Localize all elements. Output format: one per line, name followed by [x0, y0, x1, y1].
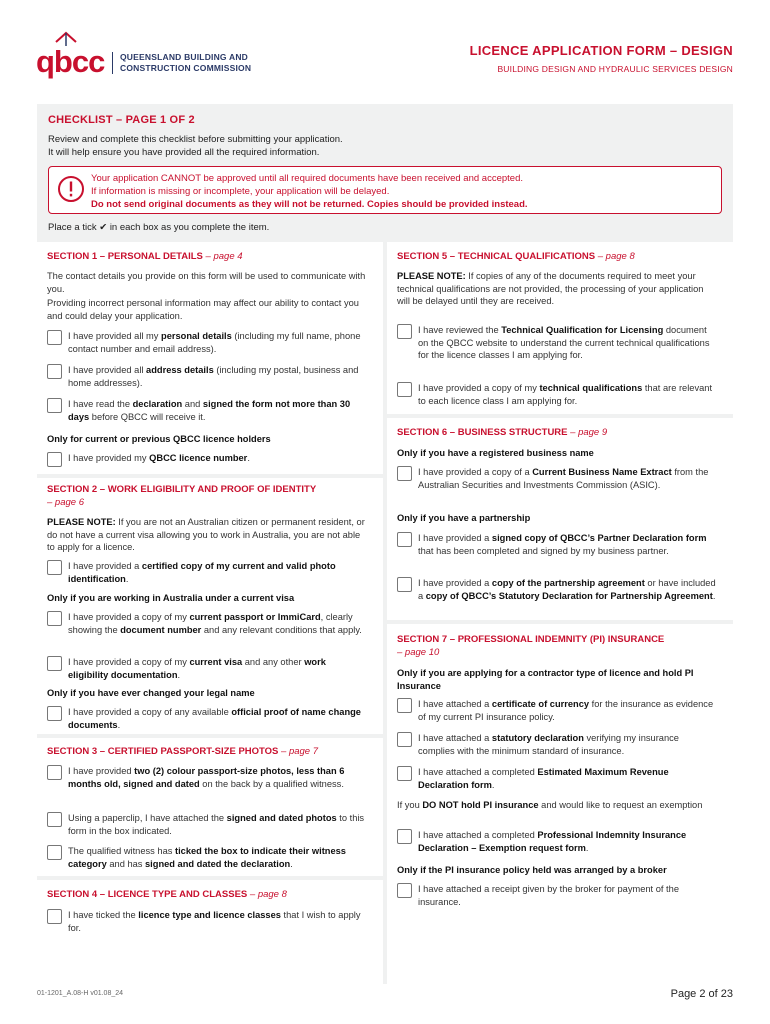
section-2-subheading-name: Only if you have ever changed your legal name [47, 688, 255, 698]
checkbox[interactable] [397, 698, 412, 713]
checkbox[interactable] [47, 845, 62, 860]
section-divider [387, 414, 733, 418]
left-column: SECTION 1 – PERSONAL DETAILS – page 4 The contact details you provide on this form will be used to communicate with you. Providing incorrect personal information may affect our ability to contact you and could delay your application. I have provided all my personal details (including my full name, phone contact number and email address). I have provided all address details (including my postal, business and home addresses). I have read the declaration and signed the form not more than 30 days before QBCC will receive it. Only for current or previous QBCC licence holders I have provided my QBCC licence number. SECTION 2 – WORK ELIGIBILITY AND PROOF OF IDENTITY – page 6 PLEASE NOTE: If you are not an Australian citizen or permanent resident, or do not have a current visa allowing you to work in Australia, you are not able to apply for a licence. I have provided a certified copy of my current and valid photo identification. Only if you are working in Australia under a current visa I have provided a copy of my current passport or ImmiCard, clearly showing the document number and any relevant conditions that apply. I have provided a copy of my current visa and any other work eligibility documentation. Only if you have ever changed your legal name I have provided a copy of any available official proof of name change documents. SECTION 3 – CERTIFIED PASSPORT-SIZE PHOTOS – page 7 I have provided two (2) colour passport-size photos, less than 6 months old, signed and dated on the back by a qualified witness. Using a paperclip, I have attached the signed and dated photos to this form in the box indicated. The qualified witness has ticked the box to indicate their witness category and has signed and dated the declaration. SECTION 4 – LICENCE TYPE AND CLASSES – page 8 I have ticked the licence type and licence classes that I wish to apply for. [37, 242, 383, 984]
checkbox[interactable] [47, 364, 62, 379]
checkbox[interactable] [47, 765, 62, 780]
logo-separator [112, 52, 113, 74]
checkbox[interactable] [397, 732, 412, 747]
warning-line-2: If information is missing or incomplete, your application will be delayed. [91, 186, 390, 197]
checklist-panel [37, 104, 733, 984]
section-divider [37, 734, 383, 738]
section-5-note: PLEASE NOTE: If copies of any of the documents required to meet your technical qualifications are not provided, the processing of your application will be delayed until they are received. [397, 271, 704, 306]
checkbox[interactable] [47, 452, 62, 467]
checkbox[interactable] [47, 330, 62, 345]
section-divider [37, 876, 383, 880]
section-divider [37, 474, 383, 478]
checkbox[interactable] [47, 909, 62, 924]
exclamation-icon [57, 175, 85, 203]
section-6-heading: SECTION 6 – BUSINESS STRUCTURE – page 9 [397, 427, 608, 438]
checklist-intro-1: Review and complete this checklist before submitting your application. [48, 134, 343, 145]
form-subtitle: BUILDING DESIGN AND HYDRAULIC SERVICES DESIGN [497, 64, 733, 74]
section-7-exemption-para: If you DO NOT hold PI insurance and would like to request an exemption [397, 800, 703, 810]
section-6-subheading-business: Only if you have a registered business name [397, 448, 594, 458]
right-column: SECTION 5 – TECHNICAL QUALIFICATIONS – page 8 PLEASE NOTE: If copies of any of the documents required to meet your technical qualifications are not provided, the processing of your application will be delayed until they are received. I have reviewed the Technical Qualification for Licensing document on the QBCC website to understand the current technical qualifications for the licence classes I am applying for. I have provided a copy of my technical qualifications that are relevant to each licence class I am applying for. SECTION 6 – BUSINESS STRUCTURE – page 9 Only if you have a registered business name I have provided a copy of a Current Business Name Extract from the Australian Securities and Investments Commission (ASIC). Only if you have a partnership I have provided a signed copy of QBCC’s Partner Declaration form that has been completed and signed by my business partner. I have provided a copy of the partnership agreement or have included a copy of QBCC’s Statutory Declaration for Partnership Agreement. SECTION 7 – PROFESSIONAL INDEMNITY (PI) INSURANCE – page 10 Only if you are applying for a contractor type of licence and hold PI Insurance I have attached a certificate of currency for the insurance as evidence of my current PI insurance policy. I have attached a statutory declaration verifying my insurance complies with the minimum standard of insurance. I have attached a completed Estimated Maximum Revenue Declaration form. If you DO NOT hold PI insurance and would like to request an exemption I have attached a completed Professional Indemnity Insurance Declaration – Exemption request form. Only if the PI insurance policy held was arranged by a broker I have attached a receipt given by the broker for payment of the insurance. [387, 242, 733, 984]
form-code: 01-1201_A.08-H v01.08_24 [37, 990, 124, 997]
checkbox[interactable] [397, 532, 412, 547]
section-2-subheading-visa: Only if you are working in Australia under a current visa [47, 593, 295, 603]
section-1-para-1: The contact details you provide on this form will be used to communicate with you. [47, 271, 366, 294]
checkbox[interactable] [397, 829, 412, 844]
checklist-title: CHECKLIST – PAGE 1 OF 2 [48, 114, 195, 126]
qbcc-logo [34, 30, 264, 80]
checkbox[interactable] [47, 812, 62, 827]
checkbox[interactable] [47, 611, 62, 626]
section-7-subheading-broker: Only if the PI insurance policy held was arranged by a broker [397, 865, 667, 875]
checkbox[interactable] [397, 382, 412, 397]
tick-instruction: Place a tick ✔ in each box as you complete the item. [48, 222, 270, 233]
checklist-intro-2: It will help ensure you have provided all the required information. [48, 147, 320, 158]
section-5-heading: SECTION 5 – TECHNICAL QUALIFICATIONS – page 8 [397, 251, 635, 262]
checkbox[interactable] [397, 324, 412, 339]
checkbox[interactable] [397, 883, 412, 898]
logo-org-name [120, 52, 251, 74]
section-4-heading: SECTION 4 – LICENCE TYPE AND CLASSES – page 8 [47, 889, 287, 900]
section-6-subheading-partnership: Only if you have a partnership [397, 513, 531, 523]
page-header [0, 0, 770, 100]
section-divider [387, 620, 733, 624]
checkbox[interactable] [397, 577, 412, 592]
section-2-note: PLEASE NOTE: If you are not an Australian citizen or permanent resident, or do not have a current visa allowing you to work in Australia, you are not able to apply for a licence. [47, 517, 365, 552]
checkbox[interactable] [397, 766, 412, 781]
checkbox[interactable] [47, 656, 62, 671]
logo-line-2: CONSTRUCTION COMMISSION [120, 63, 252, 73]
page-number: Page 2 of 23 [670, 988, 733, 1000]
warning-line-3: Do not send original documents as they will not be returned. Copies should be provided instead. [91, 199, 528, 210]
section-3-heading: SECTION 3 – CERTIFIED PASSPORT-SIZE PHOTOS – page 7 [47, 746, 319, 757]
section-7-heading: SECTION 7 – PROFESSIONAL INDEMNITY (PI) INSURANCE – page 10 [397, 634, 665, 658]
checkbox[interactable] [397, 466, 412, 481]
warning-box [48, 166, 722, 214]
form-title: LICENCE APPLICATION FORM – DESIGN [469, 43, 733, 58]
logo-line-1: QUEENSLAND BUILDING AND [120, 52, 249, 62]
section-2-heading: SECTION 2 – WORK ELIGIBILITY AND PROOF OF IDENTITY – page 6 [47, 484, 317, 508]
logo-mark [34, 30, 106, 80]
warning-line-1: Your application CANNOT be approved until all required documents have been received and accepted. [91, 173, 523, 184]
section-1-heading: SECTION 1 – PERSONAL DETAILS – page 4 [47, 251, 243, 262]
section-1-para-2: Providing incorrect personal information may affect our ability to contact you and could delay your application. [47, 298, 359, 321]
checkbox[interactable] [47, 560, 62, 575]
logo-wordmark: qbcc [36, 44, 105, 79]
section-1-subheading: Only for current or previous QBCC licence holders [47, 434, 271, 444]
checkbox[interactable] [47, 398, 62, 413]
checkbox[interactable] [47, 706, 62, 721]
section-7-subheading-contractor: Only if you are applying for a contractor type of licence and hold PI Insurance [397, 668, 694, 691]
